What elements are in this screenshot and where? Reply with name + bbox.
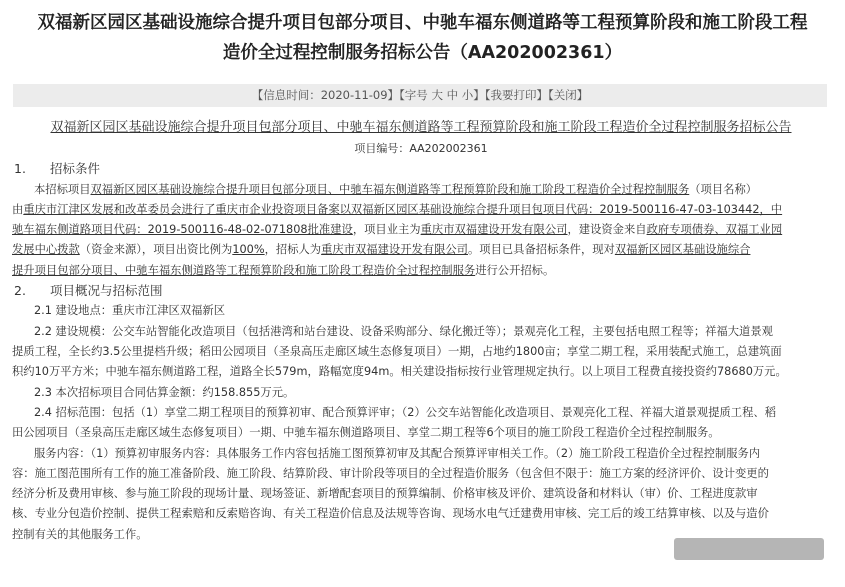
- text-span: ，项目业主为: [352, 223, 421, 237]
- notice-title: [10, 8, 835, 68]
- font-small-link[interactable]: 小: [461, 88, 474, 102]
- project-name-underlined-2: 双福新区园区基础设施综合: [614, 243, 751, 257]
- text-span: 进行公开招标。: [475, 263, 555, 277]
- font-large-link[interactable]: 大: [431, 88, 443, 102]
- section-1-paragraph: [12, 180, 830, 200]
- project-number: 项目编号：AA202002361: [354, 142, 488, 155]
- section-2-4-line2: 田公园项目（圣泉高压走廊区域生态修复项目）一期、中驰车福东侧道路项目、享堂二期工程等6个项目的施工阶段工程造价全过程控制服务。: [12, 426, 720, 440]
- section-2-3: 2.3 本次招标项目合同估算金额：约158.855万元。: [34, 385, 295, 399]
- section-1-title: 招标条件: [50, 161, 101, 176]
- service-content-line3: 经济分析及费用审核、参与施工阶段的现场计量、现场签证、新增配套项目的预算编制、价格审核及评价、建筑设备和材料认（审）价、工程进度款审: [12, 487, 758, 501]
- text-span: ，建设资金来自: [567, 223, 647, 237]
- section-2-1: 2.1 建设地点：重庆市江津区双福新区: [34, 304, 226, 318]
- info-time: 【信息时间：2020-11-09】: [251, 88, 400, 102]
- tenderer-underlined: 重庆市双福建设开发有限公司: [321, 243, 468, 257]
- font-size-label: 【字号: [399, 88, 428, 102]
- section-1-line5: [12, 261, 830, 281]
- text-span: ，招标人为: [264, 243, 322, 257]
- service-content-line4: 核、专业分包造价控制、提供工程索赔和反索赔咨询、有关工程造价信息及法规等咨询、现场水电气迁建费用审核、完工后的竣工结算审核、以及与造价: [12, 507, 769, 521]
- print-link[interactable]: 【我要打印】: [484, 88, 549, 102]
- fund-source-underlined: 政府专项债券、双福工业园: [646, 223, 783, 237]
- notice-subtitle: 双福新区园区基础设施综合提升项目包部分项目、中驰车福东侧道路等工程预算阶段和施工阶段工程造价全过程控制服务招标公告: [50, 120, 792, 135]
- section-2-number: 2.: [14, 282, 26, 298]
- fund-source-underlined-2: 发展中心拨款: [12, 243, 80, 257]
- info-toolbar: [13, 84, 827, 107]
- section-2-heading: [12, 281, 830, 302]
- project-name-underlined: 双福新区园区基础设施综合提升项目包部分项目、中驰车福东侧道路等工程预算阶段和施工阶段工程造价全过程控制服务: [90, 182, 690, 196]
- watermark-overlay: [674, 538, 824, 560]
- text-span: （项目名称）: [689, 182, 758, 196]
- notice-title-line1: 双福新区园区基础设施综合提升项目包部分项目、中驰车福东侧道路等工程预算阶段和施工阶段工程: [37, 13, 808, 33]
- fund-ratio-underlined: 100%: [232, 243, 265, 257]
- text-span: 本招标项目: [34, 182, 91, 196]
- section-1-line2: [12, 200, 830, 220]
- service-content-line1: 服务内容：（1）预算初审服务内容：具体服务工作内容包括施工图预算初审及其配合预算评审相关工作。（2）施工阶段工程造价全过程控制服务内: [34, 446, 761, 460]
- service-content-line5: 控制有关的其他服务工作。: [12, 527, 148, 541]
- section-2-4-line1: 2.4 招标范围：包括（1）享堂二期工程项目的预算初审、配合预算评审；（2）公交车站智能化改造项目、景观亮化工程、祥福大道景观提质工程、稻: [34, 405, 776, 419]
- section-2-2-line1: 2.2 建设规模：公交车站智能化改造项目（包括港湾和站台建设、设备采购部分、绿化搬迁等）；景观亮化工程，主要包括电照工程等；祥福大道景观: [34, 324, 773, 338]
- service-content-line2: 容：施工图范围所有工作的施工准备阶段、施工阶段、结算阶段、审计阶段等项目的全过程造价服务（包含但不限于：施工方案的经济评价、设计变更的: [12, 466, 769, 480]
- text-span: 。项目已具备招标条件，现对: [467, 243, 615, 257]
- approval-underlined: 重庆市江津区发展和改革委员会进行了重庆市企业投资项目备案以双福新区园区基础设施综合提升项目包项目代码：2019-500116-47-03-103442，中: [23, 202, 783, 216]
- owner-underlined: 重庆市双福建设开发有限公司: [420, 223, 568, 237]
- notice-title-line2: 造价全过程控制服务招标公告（AA202002361）: [222, 43, 623, 63]
- section-1-heading: [12, 159, 830, 180]
- close-link[interactable]: 【关闭】: [548, 88, 589, 102]
- font-size-close-bracket: 】: [473, 88, 485, 102]
- section-2-2-line3: 积约10万平方米；中驰车福东侧道路工程，道路全长579m，路幅宽度94m。相关建设指标按行业管理规定执行。以上项目工程费直接投资约78680万元。: [12, 365, 787, 379]
- text-span: 由: [12, 202, 24, 216]
- section-1-line4: [12, 240, 830, 260]
- project-name-underlined-3: 提升项目包部分项目、中驰车福东侧道路等工程预算阶段和施工阶段工程造价全过程控制服务: [12, 263, 476, 277]
- text-span: （资金来源），项目出资比例为: [79, 243, 233, 257]
- approval-underlined-2: 驰车福东侧道路项目代码：2019-500116-48-02-071808批准建设: [12, 223, 353, 237]
- section-2-title: 项目概况与招标范围: [50, 282, 163, 298]
- notice-body: [12, 117, 830, 545]
- section-1-number: 1.: [14, 161, 26, 176]
- section-1-line3: [12, 220, 830, 240]
- font-medium-link[interactable]: 中: [446, 88, 459, 102]
- section-2-2-line2: 提质工程，全长约3.5公里提档升级；稻田公园项目（圣泉高压走廊区域生态修复项目）一期，占地约1800亩；享堂二期工程，采用装配式施工，总建筑面: [12, 345, 782, 359]
